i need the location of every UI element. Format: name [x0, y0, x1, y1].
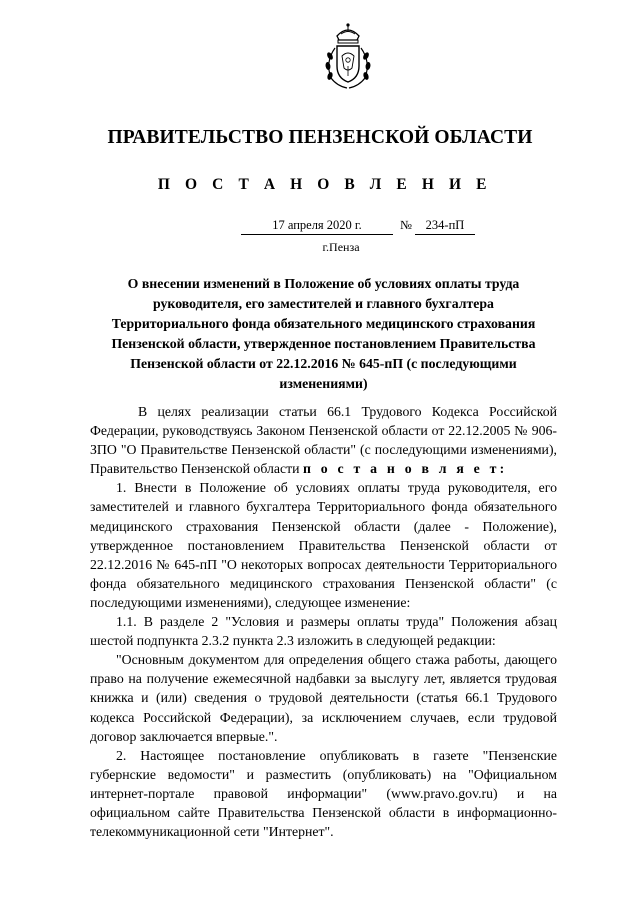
document-number: 234-пП [415, 218, 475, 235]
item-2-paragraph: 2. Настоящее постановление опубликовать в газете "Пензенские губернские ведомости" и разместить (опубликовать) на "Официальном интернет-портале правовой информации" (www.pravo.gov.ru) и на официальном сайте Правительства Пензенской области в информационно-телекоммуникационной сети "Интернет". [90, 747, 557, 840]
number-sign: № [400, 218, 412, 232]
item-1-1-paragraph: 1.1. В разделе 2 "Условия и размеры оплаты труда" Положения абзац шестой подпункта 2.3.2 пункта 2.3 изложить в следующей редакции: [90, 614, 557, 649]
preamble-paragraph [90, 402, 557, 478]
document-type: П О С Т А Н О В Л Е Н И Е [157, 176, 493, 193]
document-subject: О внесении изменений в Положение об условиях оплаты труда руководителя, его заместителей и главного бухгалтера Территориального фонда обязательного медицинского страхования Пензенской области, утвержденное постановлением Правительства Пензенской области от 22.12.2016 № 645-пП (с последующими изменениями) [111, 276, 536, 391]
city: г.Пенза [322, 240, 360, 254]
document-body [90, 402, 557, 841]
organization-title: ПРАВИТЕЛЬСТВО ПЕНЗЕНСКОЙ ОБЛАСТИ [107, 127, 533, 148]
preamble-text: В целях реализации статьи 66.1 Трудового Кодекса Российской Федерации, руководствуясь Законом Пензенской области от 22.12.2005 № 906-ЗПО "О Правительстве Пензенской области" (с последующими изменениями), Правительство Пензенской области [90, 404, 557, 477]
decree-word: п о с т а н о в л я е т: [303, 461, 508, 477]
item-1-paragraph: 1. Внести в Положение об условиях оплаты труда руководителя, его заместителей и главного бухгалтера Территориального фонда обязательного медицинского страхования Пензенской области (далее - Положение), утвержденное постановлением Правительства Пензенской области от 22.12.2016 № 645-пП "О некоторых вопросах деятельности Территориального фонда обязательного медицинского страхования Пензенской области" (с последующими изменениями), следующее изменение: [90, 480, 557, 610]
quoted-paragraph: "Основным документом для определения общего стажа работы, дающего право на получение ежемесячной надбавки за выслугу лет, является трудовая книжка и (или) сведения о трудовой деятельности (статья 66.1 Трудового кодекса Российской Федерации), за исключением случаев, если трудовой договор заключается впервые.". [90, 652, 557, 744]
coat-of-arms-icon [323, 22, 373, 92]
document-date: 17 апреля 2020 г. [241, 218, 393, 235]
